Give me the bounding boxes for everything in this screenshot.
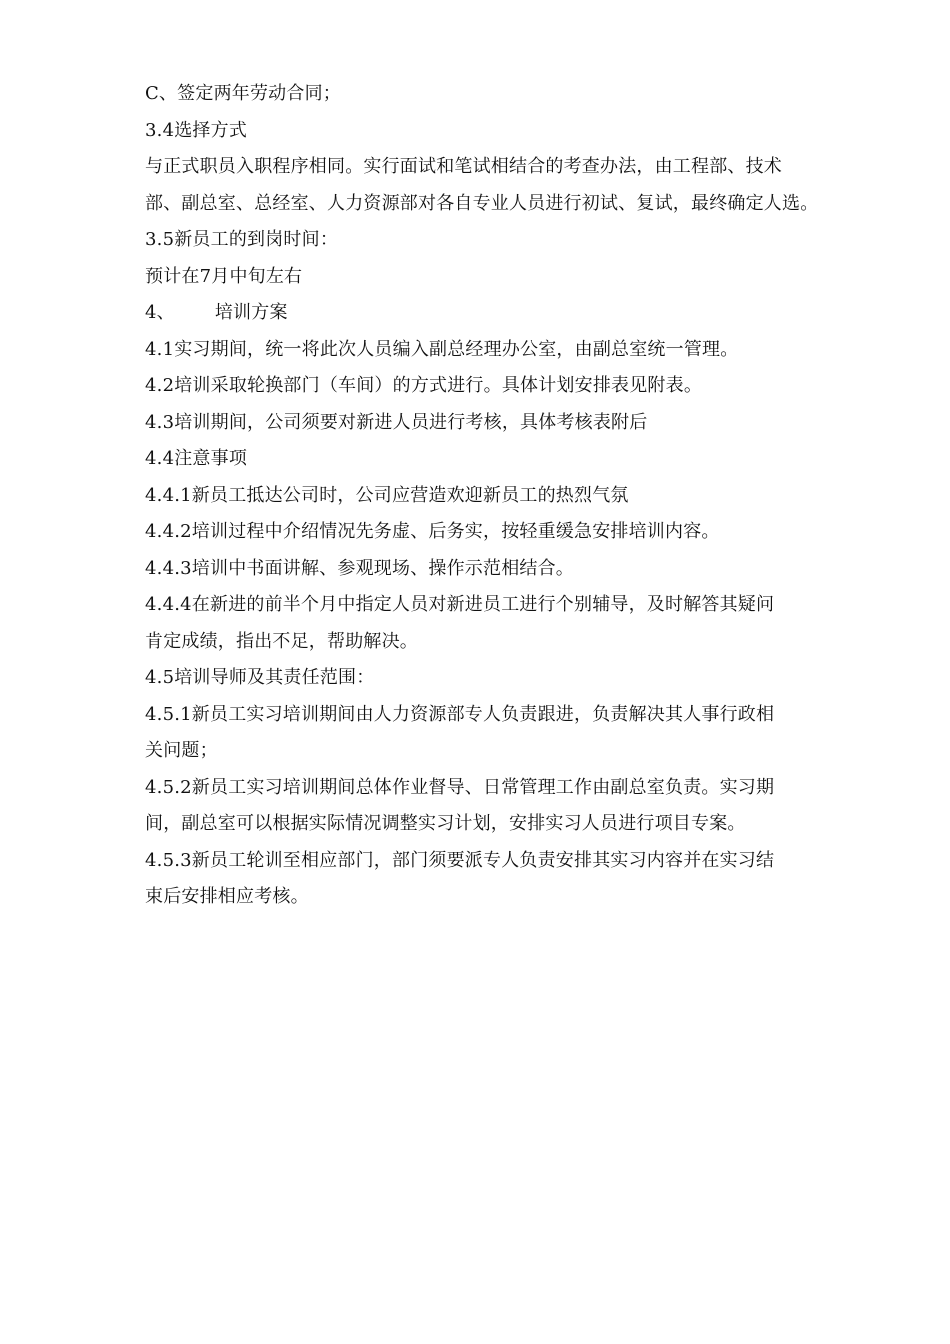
heading-4 bbox=[145, 295, 815, 332]
section-title: 培训方案 bbox=[214, 302, 288, 323]
text-line-4-5-1-b: 关问题； bbox=[145, 740, 218, 761]
text-line-4-5-3-b: 束后安排相应考核。 bbox=[145, 886, 309, 907]
text-line-selection-2: 部、副总室、总经室、人力资源部对各自专业人员进行初试、复试，最终确定人选。 bbox=[145, 192, 819, 214]
document-body bbox=[145, 76, 819, 916]
text-line-4-4-1: 4.4.1新员工抵达公司时，公司应营造欢迎新员工的热烈气氛 bbox=[145, 484, 629, 506]
heading-4-5: 4.5培训导师及其责任范围： bbox=[145, 667, 375, 688]
heading-3-5: 3.5新员工的到岗时间： bbox=[145, 229, 339, 250]
text-line-4-4-4-b: 肯定成绩，指出不足，帮助解决。 bbox=[145, 630, 418, 652]
text-line-4-4-3: 4.4.3培训中书面讲解、参观现场、操作示范相结合。 bbox=[145, 557, 574, 579]
text-line-4-5-2-b: 间，副总室可以根据实际情况调整实习计划，安排实习人员进行项目专案。 bbox=[145, 813, 746, 834]
text-line-4-1: 4.1实习期间，统一将此次人员编入副总经理办公室，由副总室统一管理。 bbox=[145, 338, 739, 360]
heading-3-4: 3.4选择方式 bbox=[145, 119, 248, 141]
text-line-4-4-2: 4.4.2培训过程中介绍情况先务虚、后务实，按轻重缓急安排培训内容。 bbox=[145, 521, 720, 542]
text-line-4-3: 4.3培训期间，公司须要对新进人员进行考核，具体考核表附后 bbox=[145, 411, 648, 433]
text-line-selection-1: 与正式职员入职程序相同。实行面试和笔试相结合的考查办法，由工程部、技术 bbox=[145, 156, 782, 177]
text-line-contract: C、签定两年劳动合同； bbox=[145, 83, 341, 104]
text-line-4-5-2-a: 4.5.2新员工实习培训期间总体作业督导、日常管理工作由副总室负责。实习期 bbox=[145, 776, 775, 798]
section-number: 4、 bbox=[145, 302, 175, 323]
heading-4-4: 4.4注意事项 bbox=[145, 448, 248, 469]
text-line-4-2: 4.2培训采取轮换部门（车间）的方式进行。具体计划安排表见附表。 bbox=[145, 375, 703, 396]
text-line-4-4-4-a: 4.4.4在新进的前半个月中指定人员对新进员工进行个别辅导，及时解答其疑问 bbox=[145, 594, 775, 615]
text-line-arrival: 预计在7月中旬左右 bbox=[145, 265, 303, 287]
text-line-4-5-3-a: 4.5.3新员工轮训至相应部门，部门须要派专人负责安排其实习内容并在实习结 bbox=[145, 849, 775, 871]
text-line-4-5-1-a: 4.5.1新员工实习培训期间由人力资源部专人负责跟进，负责解决其人事行政相 bbox=[145, 703, 775, 725]
